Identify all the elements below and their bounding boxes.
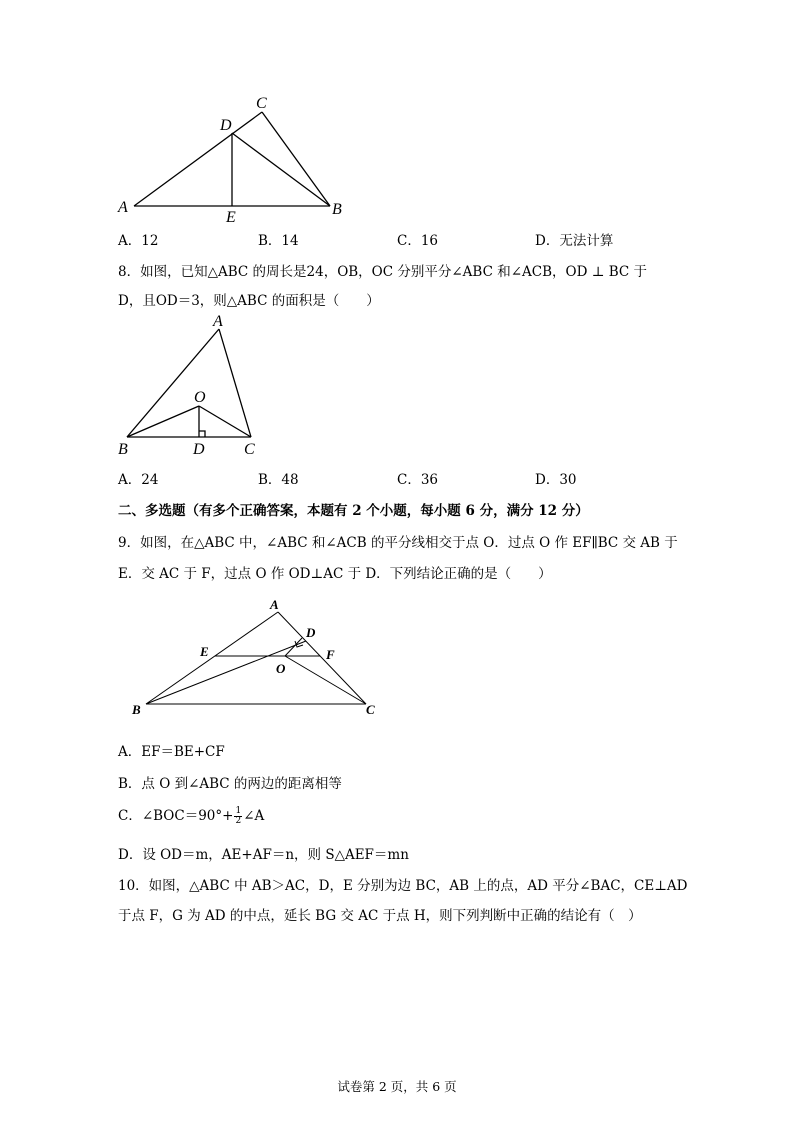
- label-D: D: [193, 441, 205, 458]
- label-B: B: [118, 441, 128, 458]
- q7-option-a: A．12: [118, 233, 159, 249]
- q7-option-b: B．14: [258, 233, 299, 249]
- label-E: E: [226, 209, 236, 226]
- q7-option-c: C．16: [397, 233, 439, 249]
- label-E: E: [200, 644, 209, 659]
- q8-option-b: B．48: [258, 472, 299, 488]
- q9-option-a: A．EF＝BE+CF: [118, 744, 225, 760]
- q9-option-d: D．设 OD＝m，AE+AF＝n，则 S△AEF＝mn: [118, 847, 409, 863]
- q8-option-c: C．36: [397, 472, 439, 488]
- q9-option-c-prefix: C．∠BOC＝90°+: [118, 808, 234, 824]
- q10-text-line2: 于点 F，G 为 AD 的中点，延长 BG 交 AC 于点 H，则下列判断中正确的结论有（ ）: [118, 908, 642, 924]
- label-D: D: [306, 625, 316, 640]
- q8-option-d: D．30: [535, 472, 577, 488]
- label-A: A: [270, 597, 279, 612]
- q9-text-line2: E．交 AC 于 F，过点 O 作 OD⊥AC 于 D．下列结论正确的是（ ）: [118, 566, 552, 582]
- figure-q7-triangle: [110, 90, 370, 230]
- fraction-denominator: 2: [235, 816, 242, 826]
- q8-text-line1: 8．如图，已知△ABC 的周长是24，OB，OC 分别平分∠ABC 和∠ACB，OD ⊥ BC 于: [118, 264, 647, 280]
- label-A: A: [118, 199, 128, 216]
- q10-text-line1: 10．如图，△ABC 中 AB＞AC，D，E 分别为边 BC，AB 上的点，AD 平分∠BAC，CE⊥AD: [118, 878, 688, 894]
- label-B: B: [132, 702, 141, 717]
- label-C: C: [244, 441, 255, 458]
- label-A: A: [213, 313, 223, 330]
- page-footer: 试卷第 2 页，共 6 页: [337, 1079, 457, 1094]
- q9-option-c: [118, 804, 264, 826]
- q9-text-line1: 9．如图，在△ABC 中，∠ABC 和∠ACB 的平分线相交于点 O．过点 O 作 EF∥BC 交 AB 于: [118, 535, 678, 551]
- label-O: O: [276, 661, 286, 676]
- q9-option-c-suffix: ∠A: [243, 808, 265, 824]
- label-O: O: [194, 389, 206, 406]
- section-heading-multi-choice: 二、多选题（有多个正确答案，本题有 2 个小题，每小题 6 分，满分 12 分）: [118, 503, 589, 519]
- label-C: C: [366, 702, 375, 717]
- figure-q8-triangle: [110, 312, 280, 462]
- label-D: D: [220, 117, 232, 134]
- label-B: B: [332, 201, 342, 218]
- q7-option-d: D．无法计算: [535, 233, 614, 249]
- figure-q9-triangle: [120, 594, 390, 724]
- label-C: C: [256, 95, 267, 112]
- q8-option-a: A．24: [118, 472, 159, 488]
- fraction-numerator: 1: [235, 806, 242, 816]
- label-F: F: [326, 647, 335, 662]
- q8-text-line2: D，且OD＝3，则△ABC 的面积是（ ）: [118, 293, 380, 309]
- q9-option-b: B．点 O 到∠ABC 的两边的距离相等: [118, 776, 342, 792]
- fraction-one-half: [234, 807, 242, 826]
